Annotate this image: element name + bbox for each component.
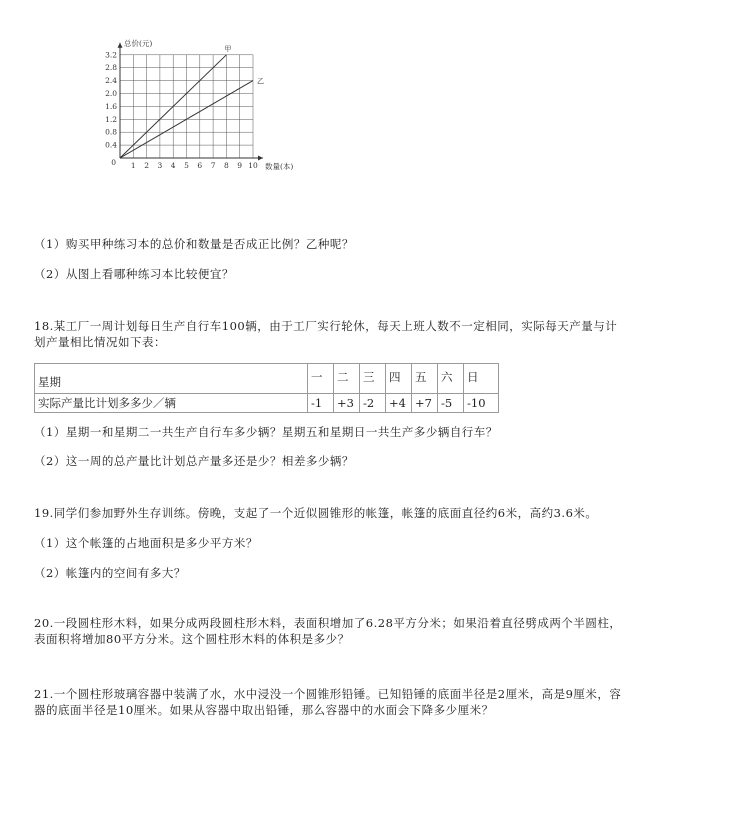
- value-cell: -10: [464, 394, 499, 413]
- x-tick-label: 3: [157, 161, 163, 170]
- day-cell: 四: [386, 364, 412, 394]
- day-cell: 三: [360, 364, 386, 394]
- x-axis-label: 数量(本): [265, 162, 294, 171]
- x-axis-arrow: [258, 156, 263, 161]
- day-cell: 一: [308, 364, 334, 394]
- value-cell: -2: [360, 394, 386, 413]
- q19-stem: 19.同学们参加野外生存训练。傍晚，支起了一个近似圆锥形的帐篷，帐篷的底面直径约6米，高约3.6米。: [34, 506, 598, 520]
- production-table: [34, 363, 499, 413]
- q20-line2: 表面积将增加80平方分米。这个圆柱形木料的体积是多少？: [34, 632, 350, 646]
- x-tick-label: 7: [210, 161, 216, 170]
- q17-sub2: （2）从图上看哪种练习本比较便宜？: [34, 267, 234, 281]
- q18-stem-line2: 划产量相比情况如下表：: [34, 335, 166, 349]
- table-row: [35, 394, 499, 413]
- origin-label: 0: [111, 158, 116, 167]
- chart-grid: [120, 55, 253, 158]
- value-cell: +3: [334, 394, 360, 413]
- series-label: 乙: [257, 77, 264, 86]
- table-row: [35, 364, 499, 394]
- q20-line1: 20.一段圆柱形木料，如果分成两段圆柱形木料，表面积增加了6.28平方分米；如果沿着直径劈成两个半圆柱，: [34, 616, 622, 630]
- q21-line1: 21.一个圆柱形玻璃容器中装满了水，水中浸没一个圆锥形铅锤。已知铅锤的底面半径是2厘米，高是9厘米，容: [34, 687, 622, 701]
- y-tick-label: 0.8: [105, 127, 117, 137]
- x-tick-label: 4: [170, 161, 176, 170]
- y-tick-label: 0.4: [105, 140, 117, 150]
- value-cell: -1: [308, 394, 334, 413]
- x-tick-label: 1: [130, 161, 136, 170]
- y-tick-label: 3.2: [105, 50, 117, 60]
- q19-sub1: （1）这个帐篷的占地面积是多少平方米？: [34, 536, 258, 550]
- y-tick-label: 1.2: [105, 114, 117, 124]
- x-tick-label: 2: [144, 161, 149, 170]
- q21-line2: 器的底面半径是10厘米。如果从容器中取出铅锤，那么容器中的水面会下降多少厘米？: [34, 703, 494, 717]
- q17-sub1: （1）购买甲种练习本的总价和数量是否成正比例？乙种呢？: [34, 237, 354, 251]
- y-axis-arrow: [118, 43, 123, 48]
- y-tick-label: 1.6: [105, 101, 117, 111]
- day-cell: 六: [438, 364, 464, 394]
- price-quantity-chart: [92, 30, 322, 180]
- q18-sub2: （2）这一周的总产量比计划总产量多还是少？相差多少辆？: [34, 454, 354, 468]
- q19-sub2: （2）帐篷内的空间有多大？: [34, 566, 186, 580]
- chart-axes: [118, 43, 264, 161]
- y-tick-label: 2.4: [105, 76, 117, 86]
- series-label: 甲: [224, 44, 232, 53]
- value-cell: -5: [438, 394, 464, 413]
- x-tick-label: 9: [237, 161, 243, 170]
- day-cell: 五: [412, 364, 438, 394]
- y-tick-label: 2.0: [105, 89, 117, 98]
- x-tick-label: 5: [184, 161, 189, 170]
- day-cell: 二: [334, 364, 360, 394]
- row-label-difference: 实际产量比计划多多少／辆: [35, 394, 308, 413]
- value-cell: +4: [386, 394, 412, 413]
- y-axis-label: 总价(元): [124, 39, 153, 48]
- q18-stem-line1: 18.某工厂一周计划每日生产自行车100辆，由于工厂实行轮休，每天上班人数不一定相同，实际每天产量与计: [34, 319, 618, 333]
- value-cell: +7: [412, 394, 438, 413]
- x-tick-label: 10: [248, 161, 258, 170]
- row-label-weekday: 星期: [35, 364, 308, 394]
- y-tick-label: 2.8: [105, 63, 117, 73]
- day-cell: 日: [464, 364, 499, 394]
- q18-sub1: （1）星期一和星期二一共生产自行车多少辆？星期五和星期日一共生产多少辆自行车？: [34, 425, 498, 439]
- x-tick-label: 6: [197, 161, 203, 170]
- x-tick-label: 8: [224, 161, 229, 170]
